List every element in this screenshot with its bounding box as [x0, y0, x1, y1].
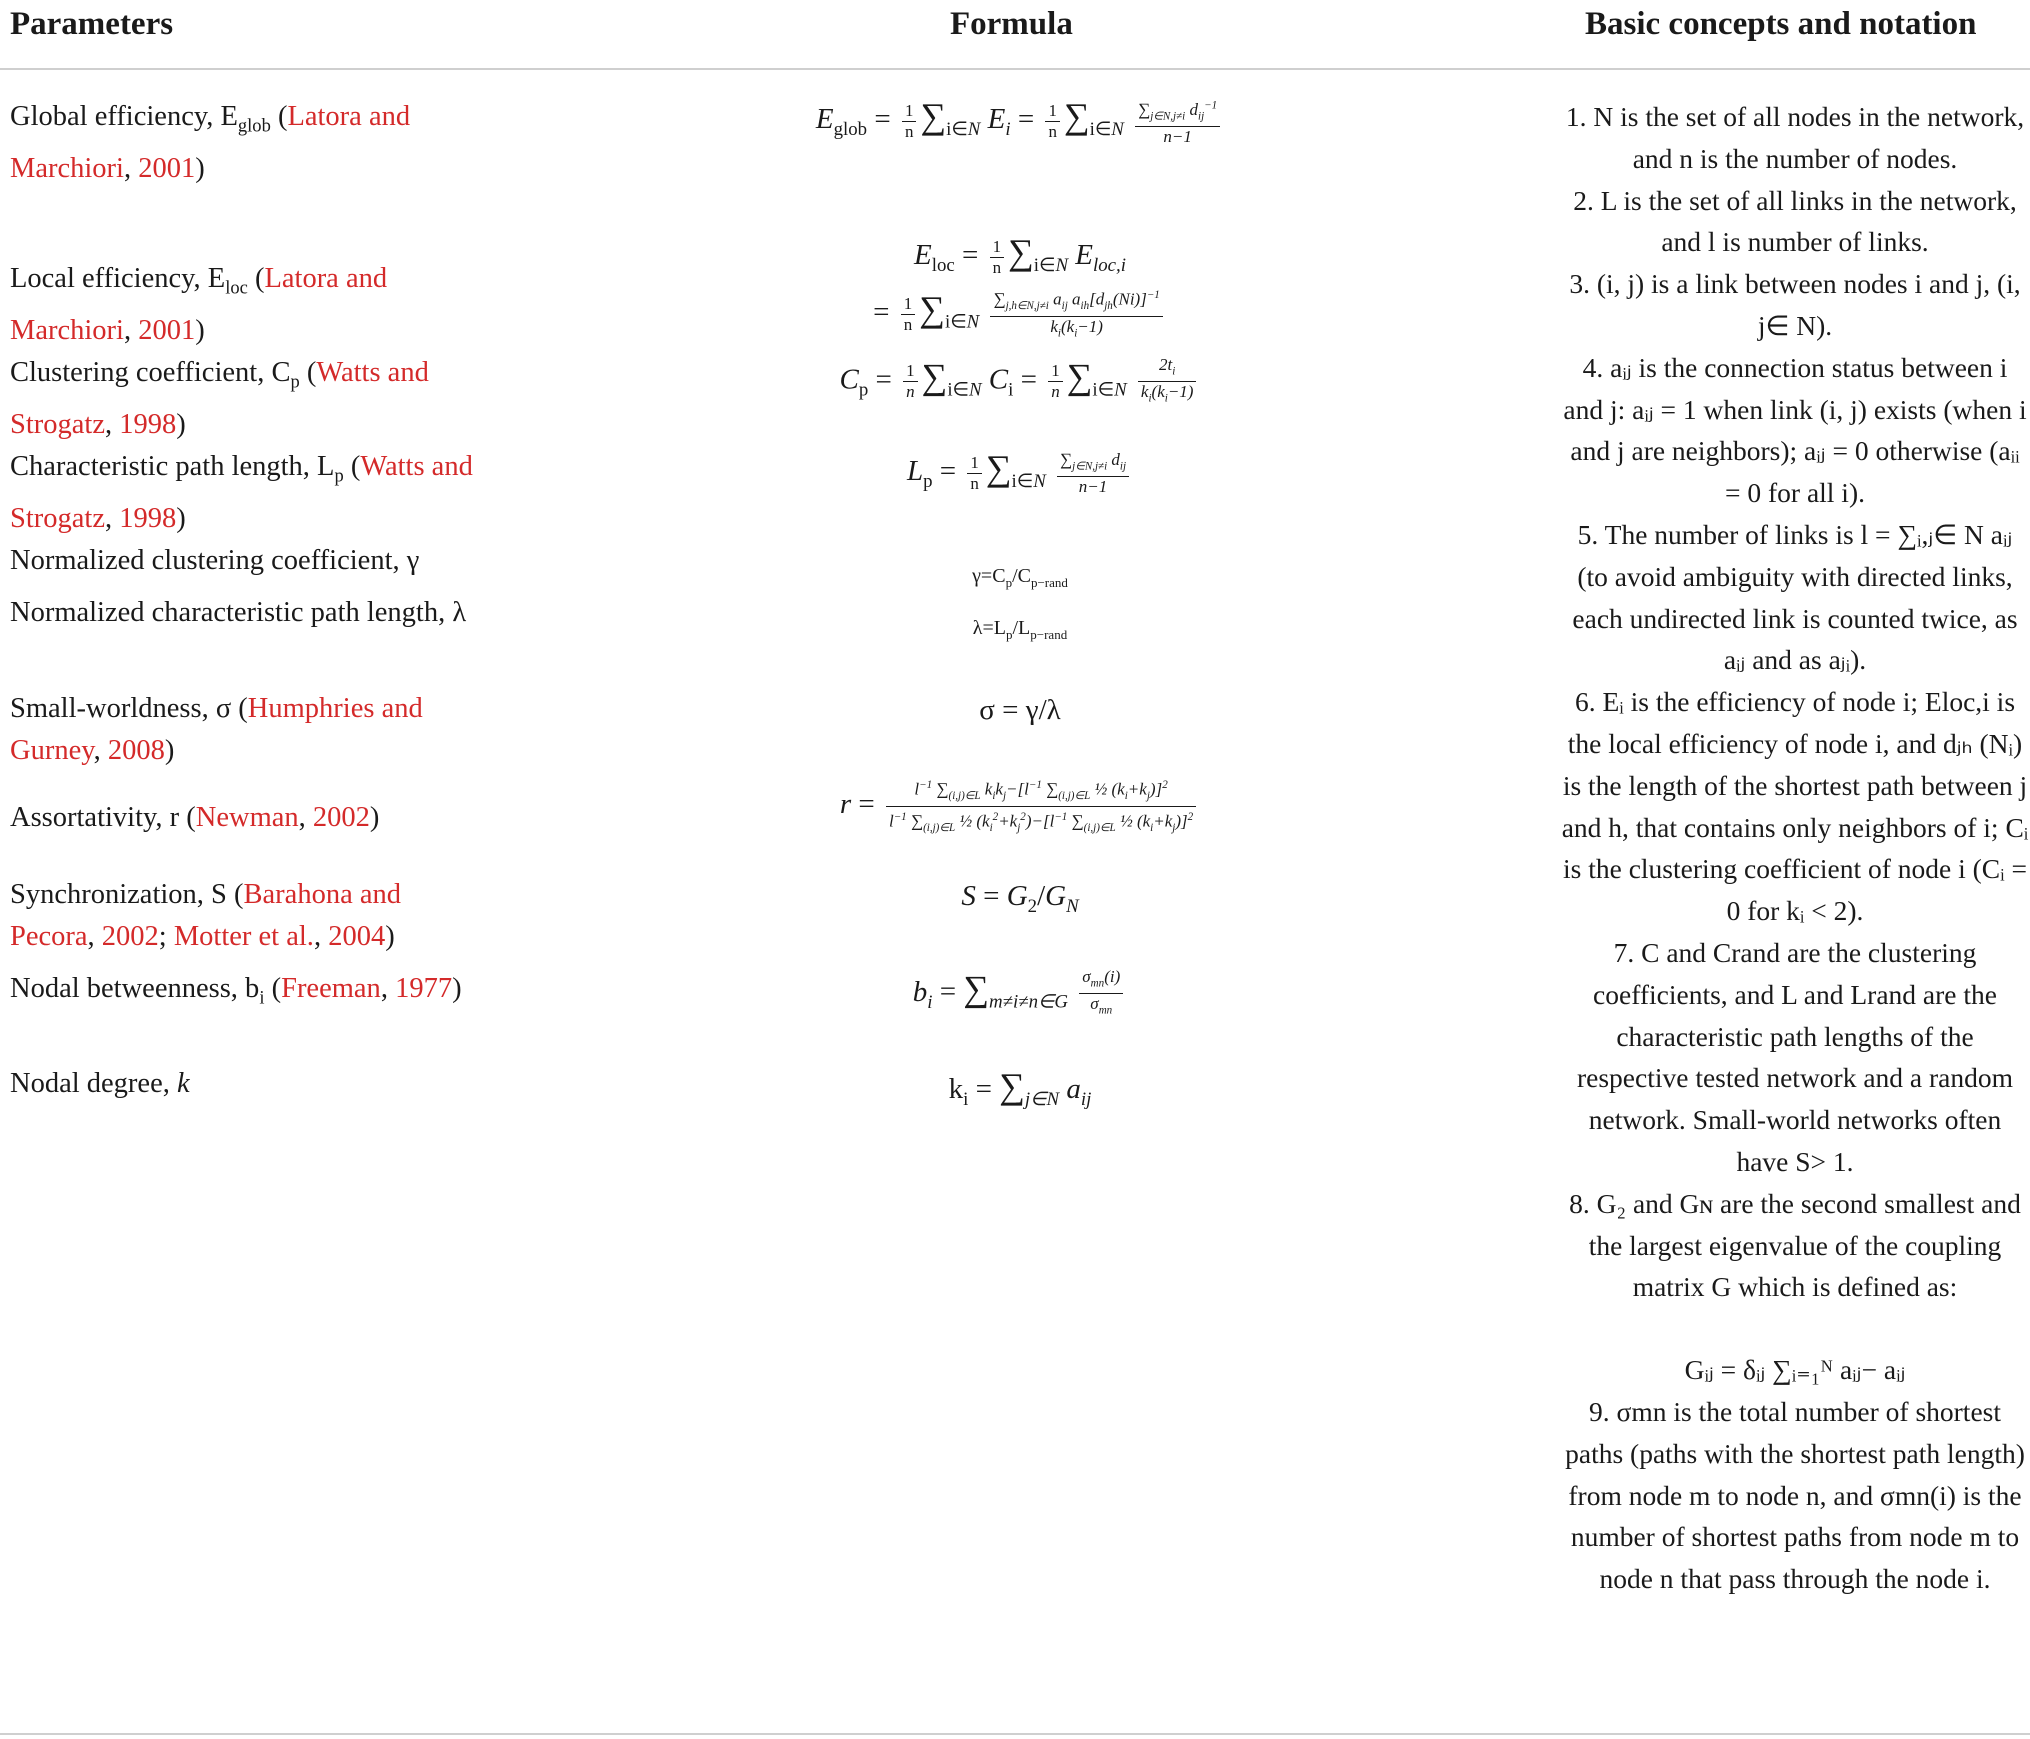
param-local-efficiency: Local efficiency, $E_{loc}$ (Latora and Marchiori, 2001) [10, 263, 388, 346]
ref-link[interactable]: Humphries and Gurney [10, 693, 423, 766]
note-6: 6. Eᵢ is the efficiency of node i; Eloc,i is the local efficiency of node i, and dⱼₕ (Nᵢ) is the length of the shortest path between j and h, that contains only neighbors of i; Cᵢ is the clustering coefficient of node i (Cᵢ = 0 for kᵢ < 2). [1561, 686, 2029, 927]
param-nodal-degree: Nodal degree, k [10, 1068, 190, 1099]
header-concepts: Basic concepts and notation [1585, 6, 1977, 42]
ref-year-link[interactable]: 2008 [107, 735, 165, 766]
param-nodal-betweenness: Nodal betweenness, $b_i$ (Freeman, 1977) [10, 973, 462, 1009]
param-synchronization: Synchronization, S (Barahona and Pecora, 2002; Motter et al., 2004) [10, 879, 401, 952]
ref-link[interactable]: Motter et al. [173, 921, 314, 952]
note-5: 5. The number of links is l = ∑ᵢ,ⱼ∈ N aᵢⱼ (to avoid ambiguity with directed links, each undirected link is counted twice, as aᵢⱼ and as aⱼᵢ). [1572, 518, 2018, 676]
param-clustering-coefficient: Clustering coefficient, $C_p$ (Watts and Strogatz, 1998) [10, 357, 429, 440]
formula-small-worldness: σ = γ/λ [979, 694, 1061, 726]
formula-local-efficiency: $E_{loc}$ = $\frac{1}{n}$ $\sum_{i\in N}$ $E_{loc,i}$ = $\frac{1}{n}$ $\sum_{i\in N}$ $\frac{\sum_{j,h\in N,j\ne i} a_{ij} a_{ih}[d_{jh}(Ni)]^{-1}}{k_i(k_i-1)}$ [640, 232, 1400, 342]
param-small-worldness: Small-worldness, σ (Humphries and Gurney, 2008) [10, 693, 423, 766]
concepts-notes [1560, 96, 2030, 1600]
note-1: 1. N is the set of all nodes in the network, and n is the number of nodes. [1565, 101, 2025, 174]
param-normalized-clustering: Normalized clustering coefficient, γ [10, 545, 420, 576]
note-coupling-matrix: Gᵢⱼ = δᵢⱼ ∑ᵢ₌₁ᴺ aᵢⱼ− aᵢⱼ [1684, 1354, 1906, 1386]
ref-link[interactable]: Watts and Strogatz [10, 451, 473, 534]
note-9: 9. σmn is the total number of shortest paths (paths with the shortest path length) from node m to node n, and σmn(i) is the number of shortest paths from node m to node n that pass through the node i. [1565, 1395, 2025, 1595]
ref-link[interactable]: Latora and Marchiori [10, 263, 388, 346]
header-formula: Formula [950, 6, 1073, 42]
param-characteristic-path-length: Characteristic path length, $L_p$ (Watts and Strogatz, 1998) [10, 451, 473, 534]
note-3: 3. (i, j) is a link between nodes i and j, (i, j∈ N). [1569, 268, 2021, 341]
param-global-efficiency: Global efficiency, $E_{glob}$ (Latora and Marchiori, 2001) [10, 101, 411, 184]
note-4: 4. aᵢⱼ is the connection status between i and j: aᵢⱼ = 1 when link (i, j) exists (when i and j are neighbors); aᵢⱼ = 0 otherwise (aᵢᵢ = 0 for all i). [1563, 351, 2027, 509]
param-assortativity: Assortativity, r (Newman, 2002) [10, 802, 380, 833]
footer-rule [0, 1733, 2030, 1735]
ref-year-link[interactable]: 2004 [328, 921, 386, 952]
formula-assortativity: r = $\frac{l^{-1} \sum_{(i,j)\in L} k_ik_j-[l^{-1} \sum_{(i,j)\in L} \frac{1}{2} (k_i+k_j)]^2}{l^{-1} \sum_{(i,j)\in L} \frac{1}{2} (k_i^2+k_j^2)-[l^{-1} \sum_{(i,j)\in L} \frac{1}{2} (k_i+k_j)]^2}$ [640, 776, 1400, 837]
ref-year-link[interactable]: 2001 [138, 152, 196, 184]
ref-link[interactable]: Watts and Strogatz [10, 357, 429, 440]
ref-link[interactable]: Barahona and Pecora [10, 879, 401, 952]
note-7: 7. C and Crand are the clustering coefficients, and L and Lrand are the characteristic path lengths of the respective tested network and a random network. Small-world networks often have S> 1. [1576, 936, 2013, 1177]
ref-year-link[interactable]: 2002 [312, 802, 370, 833]
ref-year-link[interactable]: 2002 [101, 921, 159, 952]
header-parameters: Parameters [10, 6, 174, 42]
ref-link[interactable]: Latora and Marchiori [10, 101, 411, 184]
ref-link[interactable]: Freeman [281, 973, 381, 1004]
formula-gamma: $\gamma=C_p/C_{p-rand}$ [972, 565, 1068, 590]
ref-year-link[interactable]: 1998 [119, 408, 177, 440]
ref-link[interactable]: Newman [195, 802, 299, 833]
note-spacer [1560, 1308, 2030, 1349]
ref-year-link[interactable]: 1998 [119, 502, 177, 534]
formula-lambda: $\lambda=L_p/L_{p-rand}$ [972, 617, 1068, 642]
formula-synchronization: $S = G_2/G_N$ [961, 880, 1079, 917]
header-rule [0, 68, 2030, 70]
ref-year-link[interactable]: 2001 [138, 314, 196, 346]
formula-nodal-degree: $k_i = \sum_{j\in N}$ $a_{ij}$ [948, 1066, 1092, 1110]
formula-global-efficiency: $E_{glob}$ = $\frac{1}{n}$ $\sum_{i\in N}$ $E_i$ = $\frac{1}{n}$ $\sum_{i\in N}$ $\frac{\sum_{j\in N,j\ne i} d_{ij}^{-1}}{n-1}$ [640, 96, 1400, 150]
formula-nodal-betweenness: $b_i = \sum_{m\ne i\ne n\in G}$ $\frac{\sigma_{mn}(i)}{\sigma_{mn}}$ [640, 968, 1400, 1022]
formula-characteristic-path-length: $L_p$ = $\frac{1}{n}$ $\sum_{i\in N}$ $\frac{\sum_{j\in N,j\ne i} d_{ij}}{n-1}$ [640, 448, 1400, 502]
param-normalized-path-length: Normalized characteristic path length, λ [10, 597, 467, 628]
note-8: 8. G₂ and Gɴ are the second smallest and the largest eigenvalue of the coupling matrix G which is defined as: [1569, 1187, 2021, 1303]
ref-year-link[interactable]: 1977 [395, 973, 453, 1004]
note-2: 2. L is the set of all links in the network, and l is number of links. [1573, 184, 2017, 258]
formula-clustering-coefficient: $C_p$ = $\frac{1}{n}$ $\sum_{i\in N}$ $C_i$ = $\frac{1}{n}$ $\sum_{i\in N}$ $\frac{2t_i}{k_i(k_i-1)}$ [640, 356, 1400, 410]
